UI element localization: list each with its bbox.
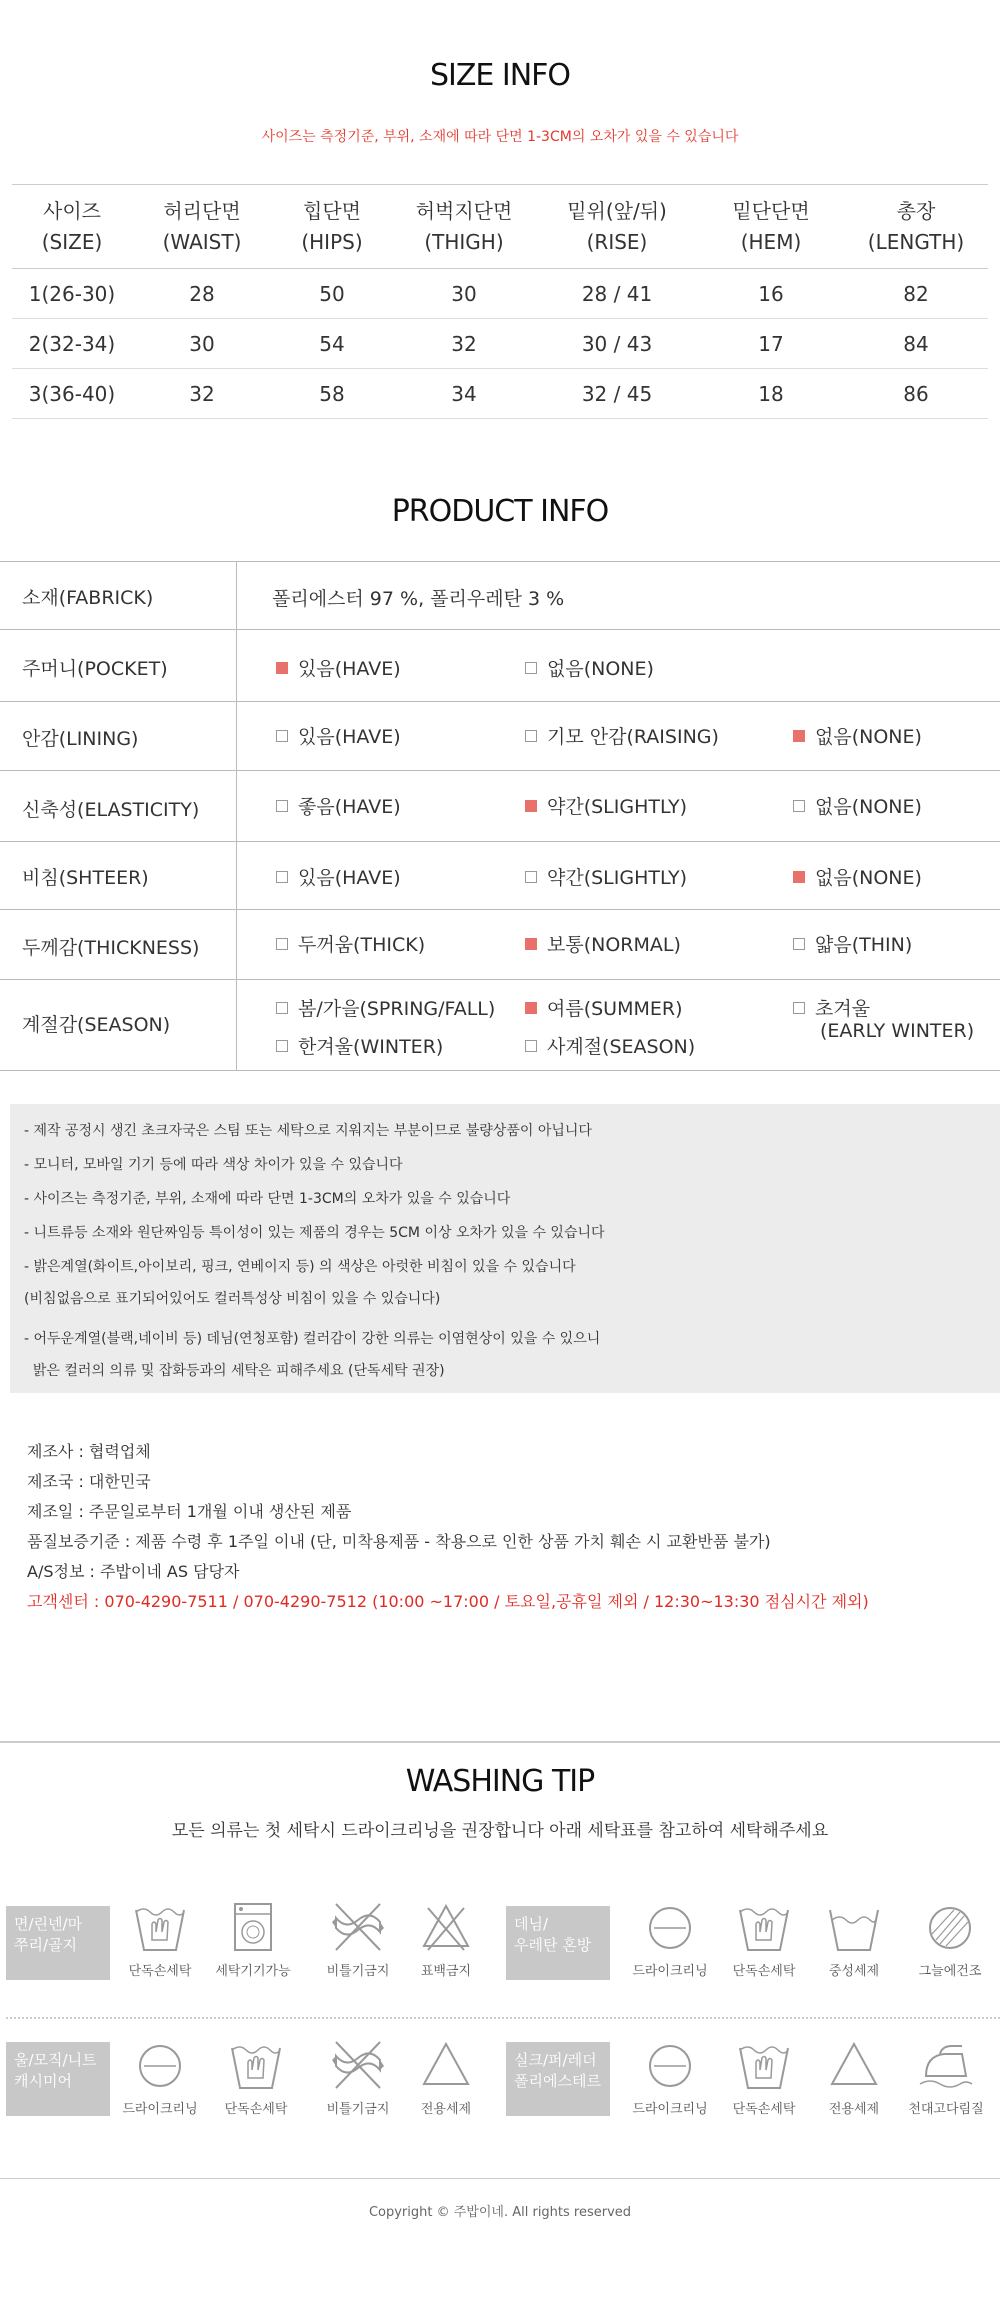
wash-label: 드라이크리닝 — [122, 2102, 198, 2117]
table-row — [12, 269, 988, 319]
maker-line: 제조국 : 대한민국 — [27, 1472, 151, 1491]
dry-clean-icon — [620, 2038, 720, 2092]
no-wring-icon — [308, 1900, 408, 1954]
wash-item — [396, 1900, 496, 1979]
category-label: 폴리에스테르 — [514, 2072, 601, 2090]
checkbox-empty-icon — [793, 800, 805, 812]
wash-item — [206, 2038, 306, 2117]
checkbox-empty-icon — [276, 871, 288, 883]
checkbox-checked-icon — [525, 938, 537, 950]
hand-wash-icon — [206, 2038, 306, 2092]
option-season-early-winter — [793, 994, 870, 1021]
category-label: 데님/ — [514, 1915, 549, 1933]
option-elasticity-none — [793, 792, 922, 819]
option-pocket-none — [525, 654, 654, 681]
wash-label: 단독손세탁 — [224, 2102, 288, 2117]
row-divider — [236, 630, 237, 701]
size-header-length — [844, 185, 988, 269]
wash-item — [714, 1900, 814, 1979]
product-row-label: 두께감(THICKNESS) — [22, 937, 200, 959]
notice-line: 밝은 컬러의 의류 및 잡화등과의 세탁은 피해주세요 (단독세탁 권장) — [24, 1363, 445, 1379]
cloth-iron-icon — [896, 2038, 996, 2092]
hand-wash-icon — [714, 2038, 814, 2092]
checkbox-empty-icon — [276, 1040, 288, 1052]
option-season-summer — [525, 994, 683, 1021]
option-label: 없음(NONE) — [815, 796, 922, 818]
size-cell: 82 — [844, 269, 988, 319]
option-label: 약간(SLIGHTLY) — [547, 867, 688, 889]
option-elasticity-slightly — [525, 792, 687, 819]
washing-tip-title: WASHING TIP — [405, 1764, 595, 1799]
product-row-fabric — [0, 562, 1000, 630]
option-label: 기모 안감(RAISING) — [547, 726, 719, 748]
option-label: 약간(SLIGHTLY) — [547, 796, 688, 818]
option-label: 없음(NONE) — [815, 867, 922, 889]
dry-clean-icon — [110, 2038, 210, 2092]
size-header-label: 허리단면 — [163, 198, 241, 223]
copyright-text: Copyright © 주밥이네. All rights reserved — [368, 2205, 632, 2220]
option-season-spring-fall — [276, 994, 495, 1021]
checkbox-empty-icon — [276, 800, 288, 812]
size-header-thigh — [392, 185, 536, 269]
wash-label: 그늘에건조 — [918, 1964, 982, 1979]
product-row-pocket — [0, 630, 1000, 702]
size-header-label-en: (HEM) — [740, 229, 802, 254]
wash-label: 천대고다림질 — [908, 2102, 984, 2117]
category-label: 실크/퍼/레더 — [514, 2051, 597, 2069]
option-label: 있음(HAVE) — [298, 867, 401, 889]
checkbox-checked-icon — [525, 800, 537, 812]
option-label: 얇음(THIN) — [815, 934, 913, 956]
table-row — [12, 319, 988, 369]
product-row-label: 계절감(SEASON) — [22, 1014, 171, 1036]
wash-item — [804, 2038, 904, 2117]
category-label: 우레탄 혼방 — [514, 1936, 592, 1954]
wash-label: 표백금지 — [420, 1964, 472, 1979]
size-header-hem — [698, 185, 844, 269]
option-label: 있음(HAVE) — [298, 726, 401, 748]
checkbox-empty-icon — [525, 730, 537, 742]
dry-clean-icon — [620, 1900, 720, 1954]
option-thickness-thick — [276, 930, 425, 957]
option-label: 있음(HAVE) — [298, 658, 401, 680]
row-divider — [236, 910, 237, 979]
wash-label: 단독손세탁 — [732, 1964, 796, 1979]
size-cell: 58 — [272, 369, 392, 419]
size-cell: 30 — [392, 269, 536, 319]
option-pocket-have — [276, 654, 401, 681]
section-divider — [0, 1741, 1000, 1743]
size-cell: 1(26-30) — [12, 269, 132, 319]
maker-line: A/S정보 : 주밥이네 AS 담당자 — [27, 1562, 240, 1581]
wash-label: 전용세제 — [828, 2102, 880, 2117]
size-header-label: 힙단면 — [303, 198, 361, 223]
checkbox-empty-icon — [276, 1002, 288, 1014]
size-cell: 54 — [272, 319, 392, 369]
row-divider — [236, 562, 237, 629]
size-header-label-en: (WAIST) — [162, 229, 242, 254]
size-cell: 30 — [132, 319, 272, 369]
option-sheer-have — [276, 863, 401, 890]
wash-item — [900, 1900, 1000, 1979]
category-label: 울/모직/니트 — [14, 2051, 97, 2069]
option-sheer-none — [793, 863, 922, 890]
size-cell: 32 — [132, 369, 272, 419]
hand-wash-icon — [110, 1900, 210, 1954]
fabric-value: 폴리에스터 97 %, 폴리우레탄 3 % — [272, 588, 565, 610]
option-label: 사계절(SEASON) — [547, 1036, 696, 1058]
row-divider — [236, 842, 237, 909]
checkbox-empty-icon — [793, 938, 805, 950]
option-season-early-winter-en: (EARLY WINTER) — [820, 1020, 975, 1042]
option-lining-raising — [525, 722, 719, 749]
maker-line: 제조사 : 협력업체 — [27, 1442, 151, 1461]
size-header-label: 밑단단면 — [732, 198, 810, 223]
option-thickness-thin — [793, 930, 912, 957]
option-label: 좋음(HAVE) — [298, 796, 401, 818]
maker-line: 품질보증기준 : 제품 수령 후 1주일 이내 (단, 미착용제품 - 착용으로 인한 상품 가치 훼손 시 교환반품 불가) — [27, 1532, 771, 1551]
product-row-thickness — [0, 910, 1000, 980]
wash-item — [620, 1900, 720, 1979]
size-cell: 84 — [844, 319, 988, 369]
product-row-label: 신축성(ELASTICITY) — [22, 799, 200, 821]
table-row — [12, 369, 988, 419]
option-label: 초겨울 — [815, 998, 871, 1020]
product-row-label: 안감(LINING) — [22, 728, 139, 750]
size-header-size — [12, 185, 132, 269]
washing-tip-subtitle: 모든 의류는 첫 세탁시 드라이크리닝을 권장합니다 아래 세탁표를 참고하여 세탁해주세요 — [171, 1821, 829, 1841]
wash-item — [896, 2038, 996, 2117]
washing-machine-icon — [203, 1900, 303, 1954]
size-cell: 30 / 43 — [536, 319, 698, 369]
size-cell: 28 — [132, 269, 272, 319]
category-label: 쭈리/골지 — [14, 1936, 78, 1954]
size-info-note: 사이즈는 측정기준, 부위, 소재에 따라 단면 1-3CM의 오차가 있을 수 있습니다 — [261, 129, 739, 145]
size-cell: 17 — [698, 319, 844, 369]
checkbox-empty-icon — [525, 871, 537, 883]
wash-item — [714, 2038, 814, 2117]
hand-wash-icon — [714, 1900, 814, 1954]
checkbox-empty-icon — [525, 662, 537, 674]
product-row-label: 비침(SHTEER) — [22, 867, 149, 889]
size-cell: 2(32-34) — [12, 319, 132, 369]
wash-item — [110, 1900, 210, 1979]
option-lining-have — [276, 722, 401, 749]
size-cell: 18 — [698, 369, 844, 419]
checkbox-checked-icon — [525, 1002, 537, 1014]
option-sheer-slightly — [525, 863, 687, 890]
maker-line: 제조일 : 주문일로부터 1개월 이내 생산된 제품 — [27, 1502, 352, 1521]
option-elasticity-have — [276, 792, 401, 819]
size-header-label: 허벅지단면 — [415, 198, 513, 223]
neutral-detergent-icon — [804, 1900, 904, 1954]
size-header-hips — [272, 185, 392, 269]
product-row-label: 소재(FABRICK) — [22, 587, 154, 609]
size-header-label-en: (RISE) — [586, 229, 648, 254]
size-table-header-row — [12, 185, 988, 269]
special-detergent-icon — [396, 2038, 496, 2092]
size-header-rise — [536, 185, 698, 269]
option-label: 봄/가을(SPRING/FALL) — [298, 998, 496, 1020]
product-info-table — [0, 561, 1000, 1071]
size-header-label: 밑위(앞/뒤) — [567, 198, 667, 223]
size-cell: 50 — [272, 269, 392, 319]
no-wring-icon — [308, 2038, 408, 2092]
wash-label: 비틀기금지 — [326, 2102, 390, 2117]
size-header-label: 총장 — [896, 198, 936, 223]
size-cell: 28 / 41 — [536, 269, 698, 319]
special-detergent-icon — [804, 2038, 904, 2092]
option-lining-none — [793, 722, 922, 749]
no-bleach-icon — [396, 1900, 496, 1954]
checkbox-empty-icon — [276, 730, 288, 742]
size-cell: 32 / 45 — [536, 369, 698, 419]
wash-item — [308, 1900, 408, 1979]
option-label: 두꺼움(THICK) — [298, 934, 426, 956]
option-season-all — [525, 1032, 695, 1059]
dotted-divider — [6, 2017, 1000, 2019]
wash-label: 비틀기금지 — [326, 1964, 390, 1979]
size-cell: 16 — [698, 269, 844, 319]
size-cell: 32 — [392, 319, 536, 369]
size-info-title: SIZE INFO — [429, 58, 571, 93]
checkbox-empty-icon — [793, 1002, 805, 1014]
category-silk — [506, 2042, 610, 2116]
wash-label: 중성세제 — [828, 1964, 880, 1979]
wash-item — [110, 2038, 210, 2117]
wash-item — [203, 1900, 303, 1979]
size-cell: 34 — [392, 369, 536, 419]
notice-box — [10, 1104, 1000, 1393]
checkbox-checked-icon — [276, 662, 288, 674]
size-header-label-en: (SIZE) — [41, 229, 103, 254]
category-label: 면/린넨/마 — [14, 1915, 83, 1933]
notice-line: (비침없음으로 표기되어있어도 컬러특성상 비침이 있을 수 있습니다) — [24, 1291, 441, 1307]
customer-center-line: 고객센터 : 070-4290-7511 / 070-4290-7512 (10:00 ~17:00 / 토요일,공휴일 제외 / 12:30~13:30 점심시간 제외) — [27, 1592, 869, 1611]
checkbox-empty-icon — [276, 938, 288, 950]
size-header-label-en: (LENGTH) — [867, 229, 965, 254]
wash-label: 세탁기기가능 — [215, 1964, 291, 1979]
shade-dry-icon — [900, 1900, 1000, 1954]
row-divider — [236, 980, 237, 1070]
option-thickness-normal — [525, 930, 681, 957]
notice-line: - 사이즈는 측정기준, 부위, 소재에 따라 단면 1-3CM의 오차가 있을 수 있습니다 — [24, 1191, 511, 1207]
row-divider — [236, 702, 237, 770]
row-divider — [236, 771, 237, 841]
wash-label: 단독손세탁 — [732, 2102, 796, 2117]
notice-line: - 제작 공정시 생긴 초크자국은 스팀 또는 세탁으로 지워지는 부분이므로 불량상품이 아닙니다 — [24, 1123, 592, 1139]
product-row-lining — [0, 702, 1000, 771]
wash-label: 단독손세탁 — [128, 1964, 192, 1979]
wash-label: 드라이크리닝 — [632, 1964, 708, 1979]
notice-line: - 모니터, 모바일 기기 등에 따라 색상 차이가 있을 수 있습니다 — [24, 1157, 403, 1173]
category-cotton-linen — [6, 1906, 110, 1980]
size-table — [12, 184, 988, 419]
product-info-title: PRODUCT INFO — [391, 494, 609, 529]
category-wool — [6, 2042, 110, 2116]
size-cell: 3(36-40) — [12, 369, 132, 419]
category-denim — [506, 1906, 610, 1980]
product-row-season — [0, 980, 1000, 1071]
category-label: 캐시미어 — [14, 2072, 72, 2090]
product-row-label: 주머니(POCKET) — [22, 658, 168, 680]
wash-label: 드라이크리닝 — [632, 2102, 708, 2117]
checkbox-checked-icon — [793, 730, 805, 742]
option-label: 없음(NONE) — [547, 658, 654, 680]
option-label: 보통(NORMAL) — [547, 934, 681, 956]
size-header-label-en: (THIGH) — [424, 229, 504, 254]
option-label: 여름(SUMMER) — [547, 998, 683, 1020]
option-label: 없음(NONE) — [815, 726, 922, 748]
wash-item — [308, 2038, 408, 2117]
size-header-label-en: (HIPS) — [301, 229, 363, 254]
option-label: 한겨울(WINTER) — [298, 1036, 444, 1058]
notice-line: - 밝은계열(화이트,아이보리, 핑크, 연베이지 등) 의 색상은 아럿한 비침이 있을 수 있습니다 — [24, 1259, 576, 1275]
wash-item — [804, 1900, 904, 1979]
checkbox-checked-icon — [793, 871, 805, 883]
product-row-elasticity — [0, 771, 1000, 842]
size-cell: 86 — [844, 369, 988, 419]
product-row-sheer — [0, 842, 1000, 910]
wash-item — [620, 2038, 720, 2117]
wash-item — [396, 2038, 496, 2117]
wash-label: 전용세제 — [420, 2102, 472, 2117]
footer-divider — [0, 2178, 1000, 2179]
notice-line: - 어두운계열(블랙,네이비 등) 데님(연청포함) 컬러감이 강한 의류는 이염현상이 있을 수 있으니 — [24, 1331, 601, 1347]
option-season-winter — [276, 1032, 443, 1059]
size-header-waist — [132, 185, 272, 269]
notice-line: - 니트류등 소재와 원단짜임등 특이성이 있는 제품의 경우는 5CM 이상 오차가 있을 수 있습니다 — [24, 1225, 605, 1241]
size-header-label: 사이즈 — [43, 198, 101, 223]
checkbox-empty-icon — [525, 1040, 537, 1052]
